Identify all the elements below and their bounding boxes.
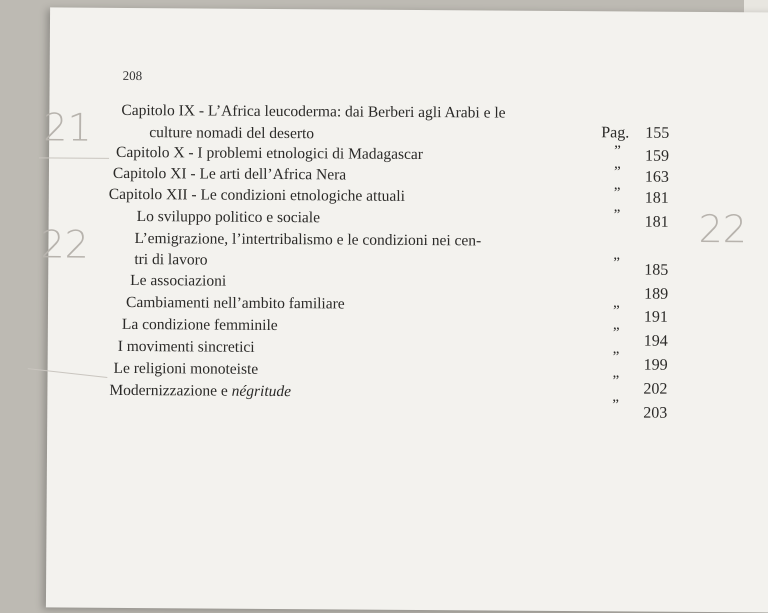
- toc-entry-title-italic: négritude: [231, 382, 292, 401]
- toc-page-number: 202: [643, 380, 668, 398]
- toc-entry-title: Lo sviluppo politico e sociale: [136, 208, 321, 227]
- toc-page-number: 181: [644, 189, 669, 207]
- ditto-mark: ”: [612, 373, 620, 390]
- pencil-line: [39, 157, 109, 158]
- toc-page-number: 194: [643, 332, 668, 350]
- toc-entry-title: Capitolo XII - Le condizioni etnologiche attuali: [108, 185, 405, 205]
- toc-page-number: 159: [645, 147, 670, 165]
- pencil-line: [28, 368, 108, 378]
- toc-entry-title: Cambiamenti nell’ambito familiare: [125, 293, 345, 313]
- pag-label: Pag.: [601, 124, 630, 142]
- ditto-mark: ”: [612, 303, 620, 320]
- ditto-mark: ”: [612, 397, 620, 414]
- toc-page-number: 155: [645, 124, 670, 142]
- toc-page-number: 185: [644, 261, 669, 279]
- ditto-mark: ”: [612, 325, 620, 342]
- toc-entry-title: Capitolo X - I problemi etnologici di Madagascar: [116, 143, 424, 164]
- toc-page-number: 181: [644, 213, 669, 231]
- toc-entry-title: tri di lavoro: [134, 251, 208, 269]
- toc-entry-title: Capitolo IX - L’Africa leucoderma: dai Berberi agli Arabi e le: [121, 101, 506, 122]
- ditto-mark: ”: [613, 207, 621, 224]
- pencil-mark: 22: [40, 222, 89, 267]
- toc-page-number: 191: [643, 308, 669, 326]
- toc-page-number: 189: [644, 285, 669, 303]
- ditto-mark: ”: [613, 164, 621, 181]
- ditto-mark: ”: [614, 143, 621, 160]
- toc-entry-title: culture nomadi del deserto: [149, 124, 315, 143]
- toc-page-number: 203: [643, 404, 668, 422]
- toc-entry-title: L’emigrazione, l’intertribalismo e le condizioni nei cen-: [134, 230, 482, 250]
- toc-entry-title: La condizione femminile: [121, 315, 278, 335]
- toc-entry-title: I movimenti sincretici: [117, 337, 255, 356]
- toc-page-number: 163: [644, 168, 669, 186]
- toc-entry-title-plain: Modernizzazione e: [109, 381, 232, 400]
- toc-entry-title: [109, 382, 291, 401]
- ditto-mark: ”: [613, 255, 621, 272]
- toc-entry-title: Le associazioni: [130, 271, 227, 290]
- toc-entry-title: Le religioni monoteiste: [113, 359, 259, 378]
- book-page: [40, 7, 768, 612]
- pencil-mark: 22: [698, 206, 748, 252]
- page-number: 208: [122, 67, 143, 84]
- toc-page-number: 199: [643, 356, 668, 374]
- ditto-mark: ”: [612, 349, 620, 366]
- pencil-mark: 21: [43, 105, 92, 150]
- ditto-mark: ”: [613, 185, 621, 202]
- toc-entry-title: Capitolo XI - Le arti dell’Africa Nera: [112, 164, 347, 184]
